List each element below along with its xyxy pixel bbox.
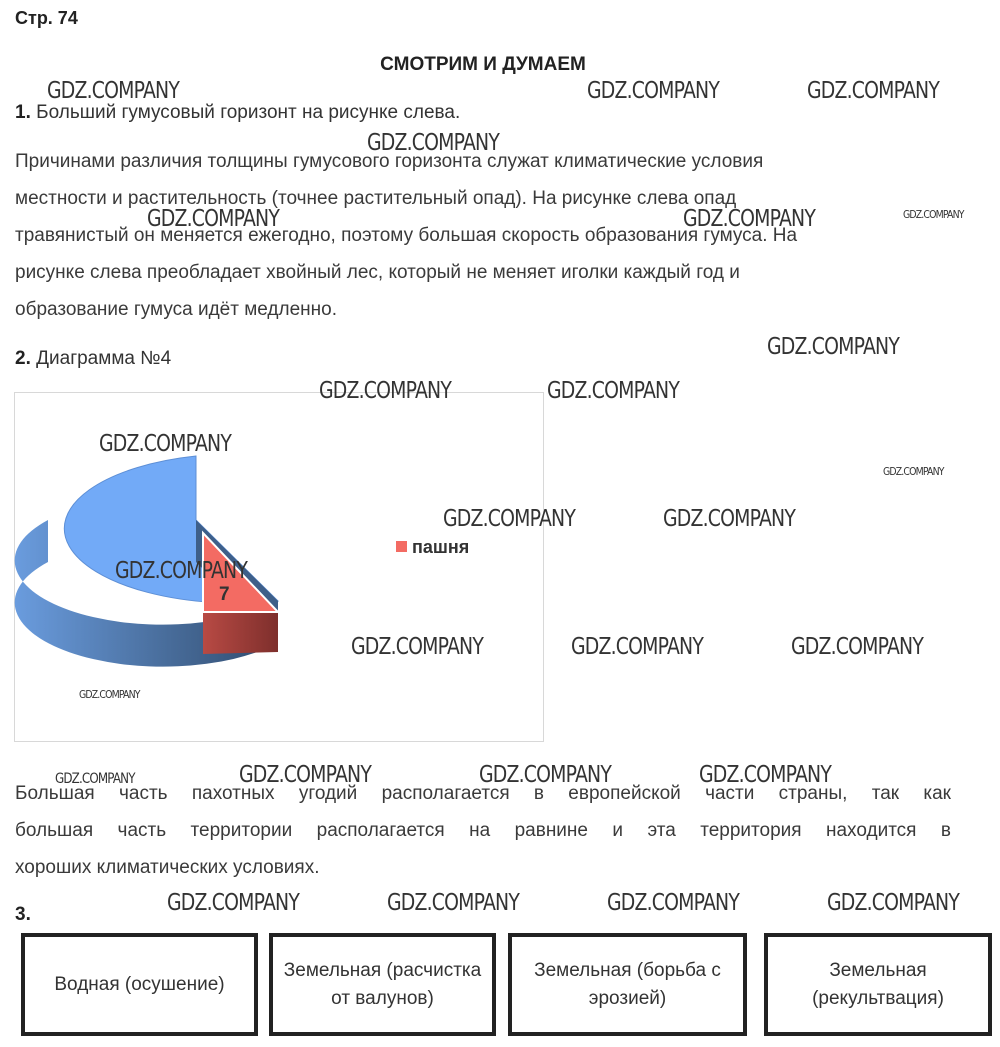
watermark: GDZ.COMPANY [883, 465, 944, 478]
q1-line-1: Причинами различия толщины гумусового горизонта служат климатические условия [15, 151, 764, 172]
page-number: Стр. 74 [15, 8, 78, 28]
q2-line-1: Большая часть пахотных угодий располагается в европейской части страны, так как [15, 783, 951, 804]
pie-slice-arable-side [203, 612, 278, 654]
watermark: GDZ.COMPANY [443, 506, 576, 532]
question-1-number: 1. [15, 102, 31, 123]
watermark: GDZ.COMPANY [683, 206, 816, 232]
watermark: GDZ.COMPANY [807, 78, 940, 104]
watermark: GDZ.COMPANY [791, 634, 924, 660]
watermark: GDZ.COMPANY [607, 890, 740, 916]
question-2-number: 2. [15, 348, 31, 369]
watermark: GDZ.COMPANY [99, 431, 232, 457]
watermark: GDZ.COMPANY [239, 762, 372, 788]
watermark: GDZ.COMPANY [147, 206, 280, 232]
watermark: GDZ.COMPANY [663, 506, 796, 532]
watermark: GDZ.COMPANY [479, 762, 612, 788]
watermark: GDZ.COMPANY [319, 378, 452, 404]
watermark: GDZ.COMPANY [351, 634, 484, 660]
q1-line-5: образование гумуса идёт медленно. [15, 299, 337, 320]
watermark: GDZ.COMPANY [167, 890, 300, 916]
watermark: GDZ.COMPANY [367, 130, 500, 156]
legend-label-arable: пашня [412, 537, 470, 557]
legend-swatch-arable [396, 541, 407, 552]
watermark: GDZ.COMPANY [55, 771, 135, 787]
question-3-number: 3. [15, 904, 31, 925]
q2-line-2: большая часть территории располагается на равнине и эта территория находится в [15, 820, 951, 841]
watermark: GDZ.COMPANY [903, 208, 964, 221]
watermark: GDZ.COMPANY [79, 688, 140, 701]
question-1-answer: Больший гумусовый горизонт на рисунке слева. [36, 102, 461, 123]
q1-line-3: травянистый он меняется ежегодно, поэтому большая скорость образования гумуса. На [15, 225, 798, 246]
melioration-box-boulders: Земельная (расчистка от валунов) [269, 933, 496, 1036]
watermark: GDZ.COMPANY [587, 78, 720, 104]
melioration-box-erosion: Земельная (борьба с эрозией) [508, 933, 747, 1036]
question-2-title: Диаграмма №4 [36, 348, 172, 369]
watermark: GDZ.COMPANY [827, 890, 960, 916]
melioration-box-reclamation: Земельная (рекультвация) [764, 933, 992, 1036]
watermark: GDZ.COMPANY [387, 890, 520, 916]
q1-line-4: рисунке слева преобладает хвойный лес, который не меняет иголки каждый год и [15, 262, 740, 283]
watermark: GDZ.COMPANY [115, 558, 248, 584]
watermark: GDZ.COMPANY [571, 634, 704, 660]
question-2-explanation [15, 775, 951, 886]
watermark: GDZ.COMPANY [47, 78, 180, 104]
pie-data-label: 7 [219, 584, 230, 605]
watermark: GDZ.COMPANY [699, 762, 832, 788]
watermark: GDZ.COMPANY [767, 334, 900, 360]
section-heading: СМОТРИМ И ДУМАЕМ [380, 54, 586, 75]
watermark: GDZ.COMPANY [547, 378, 680, 404]
q1-line-2: местности и растительность (точнее растительный опад). На рисунке слева опад [15, 188, 737, 209]
melioration-box-water: Водная (осушение) [21, 933, 258, 1036]
q2-line-3: хороших климатических условиях. [15, 857, 320, 878]
